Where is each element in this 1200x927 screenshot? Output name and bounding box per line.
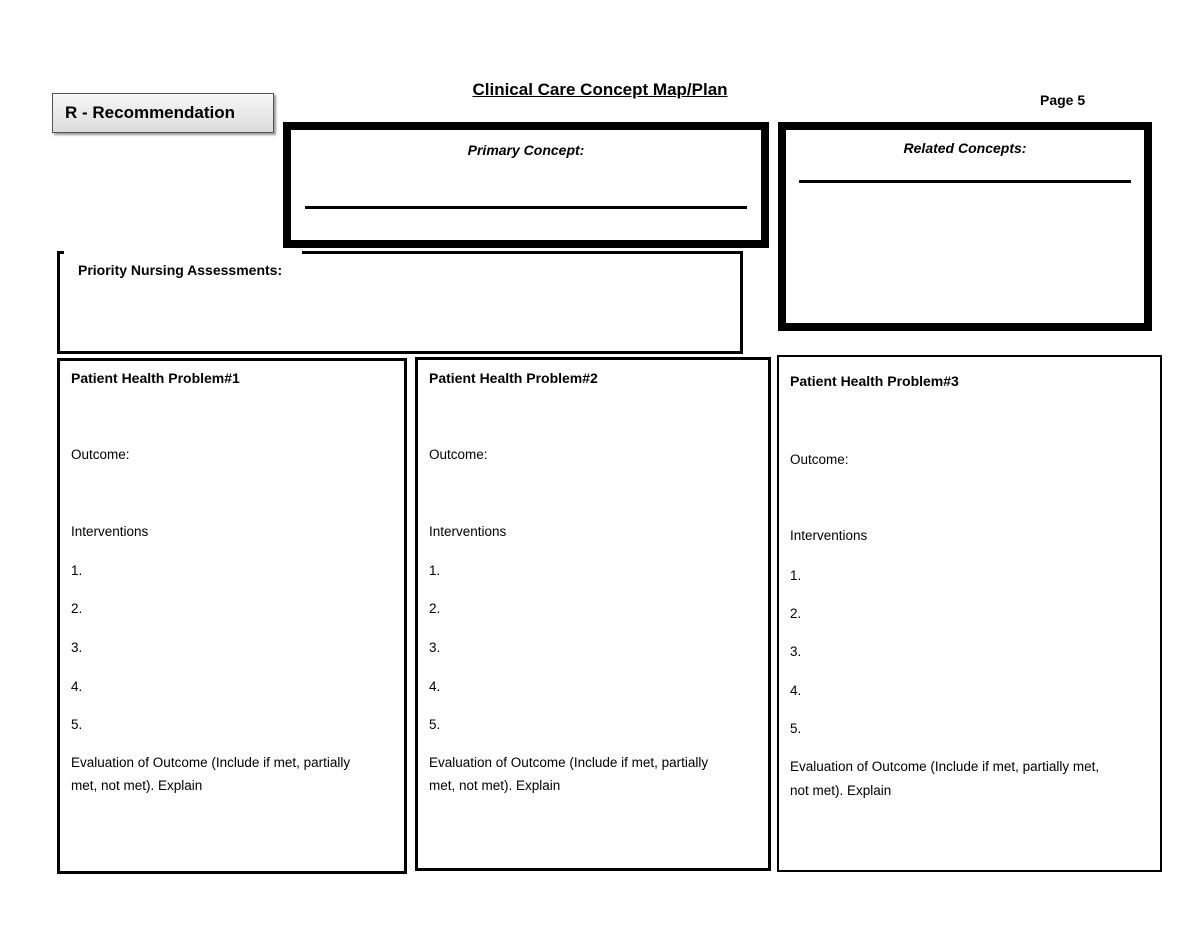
primary-concept-box[interactable] <box>283 122 769 248</box>
intervention-item: 2. <box>71 601 83 616</box>
intervention-item: 3. <box>790 644 802 659</box>
assessments-notch <box>64 249 302 255</box>
intervention-item: 5. <box>790 721 802 736</box>
evaluation-text-line1: Evaluation of Outcome (Include if met, partially met, <box>790 759 1100 774</box>
intervention-item: 5. <box>429 717 441 732</box>
interventions-label: Interventions <box>429 524 507 539</box>
intervention-item: 4. <box>790 683 802 698</box>
outcome-label: Outcome: <box>429 447 488 462</box>
primary-concept-label: Primary Concept: <box>467 142 585 158</box>
primary-concept-line <box>305 206 747 209</box>
page-title: Clinical Care Concept Map/Plan <box>472 80 728 99</box>
intervention-item: 1. <box>71 563 83 578</box>
intervention-item: 1. <box>429 563 441 578</box>
evaluation-text-line1: Evaluation of Outcome (Include if met, partially <box>71 755 351 770</box>
problem-title: Patient Health Problem#3 <box>790 373 959 389</box>
evaluation-text-line1: Evaluation of Outcome (Include if met, partially <box>429 755 709 770</box>
health-problem-1-box[interactable] <box>57 358 407 874</box>
evaluation-text-line2: met, not met). Explain <box>429 778 561 793</box>
page-number: Page 5 <box>1040 92 1086 108</box>
intervention-item: 1. <box>790 568 802 583</box>
related-concepts-box[interactable] <box>778 122 1152 331</box>
nursing-assessments-label: Priority Nursing Assessments: <box>78 262 283 278</box>
evaluation-text-line2: met, not met). Explain <box>71 778 203 793</box>
intervention-item: 2. <box>790 606 802 621</box>
recommendation-label: R - Recommendation <box>52 93 274 133</box>
intervention-item: 3. <box>71 640 83 655</box>
interventions-label: Interventions <box>71 524 149 539</box>
problem-title: Patient Health Problem#2 <box>429 370 598 386</box>
intervention-item: 5. <box>71 717 83 732</box>
related-concepts-label: Related Concepts: <box>903 140 1027 156</box>
health-problem-3-box[interactable] <box>777 355 1162 872</box>
evaluation-text-line2: not met). Explain <box>790 783 892 798</box>
outcome-label: Outcome: <box>790 452 849 467</box>
interventions-label: Interventions <box>790 528 868 543</box>
intervention-item: 4. <box>429 679 441 694</box>
intervention-item: 2. <box>429 601 441 616</box>
problem-title: Patient Health Problem#1 <box>71 370 240 386</box>
intervention-item: 4. <box>71 679 83 694</box>
intervention-item: 3. <box>429 640 441 655</box>
nursing-assessments-box[interactable] <box>57 251 743 354</box>
health-problem-2-box[interactable] <box>415 357 771 871</box>
outcome-label: Outcome: <box>71 447 130 462</box>
related-concepts-line <box>799 180 1131 183</box>
